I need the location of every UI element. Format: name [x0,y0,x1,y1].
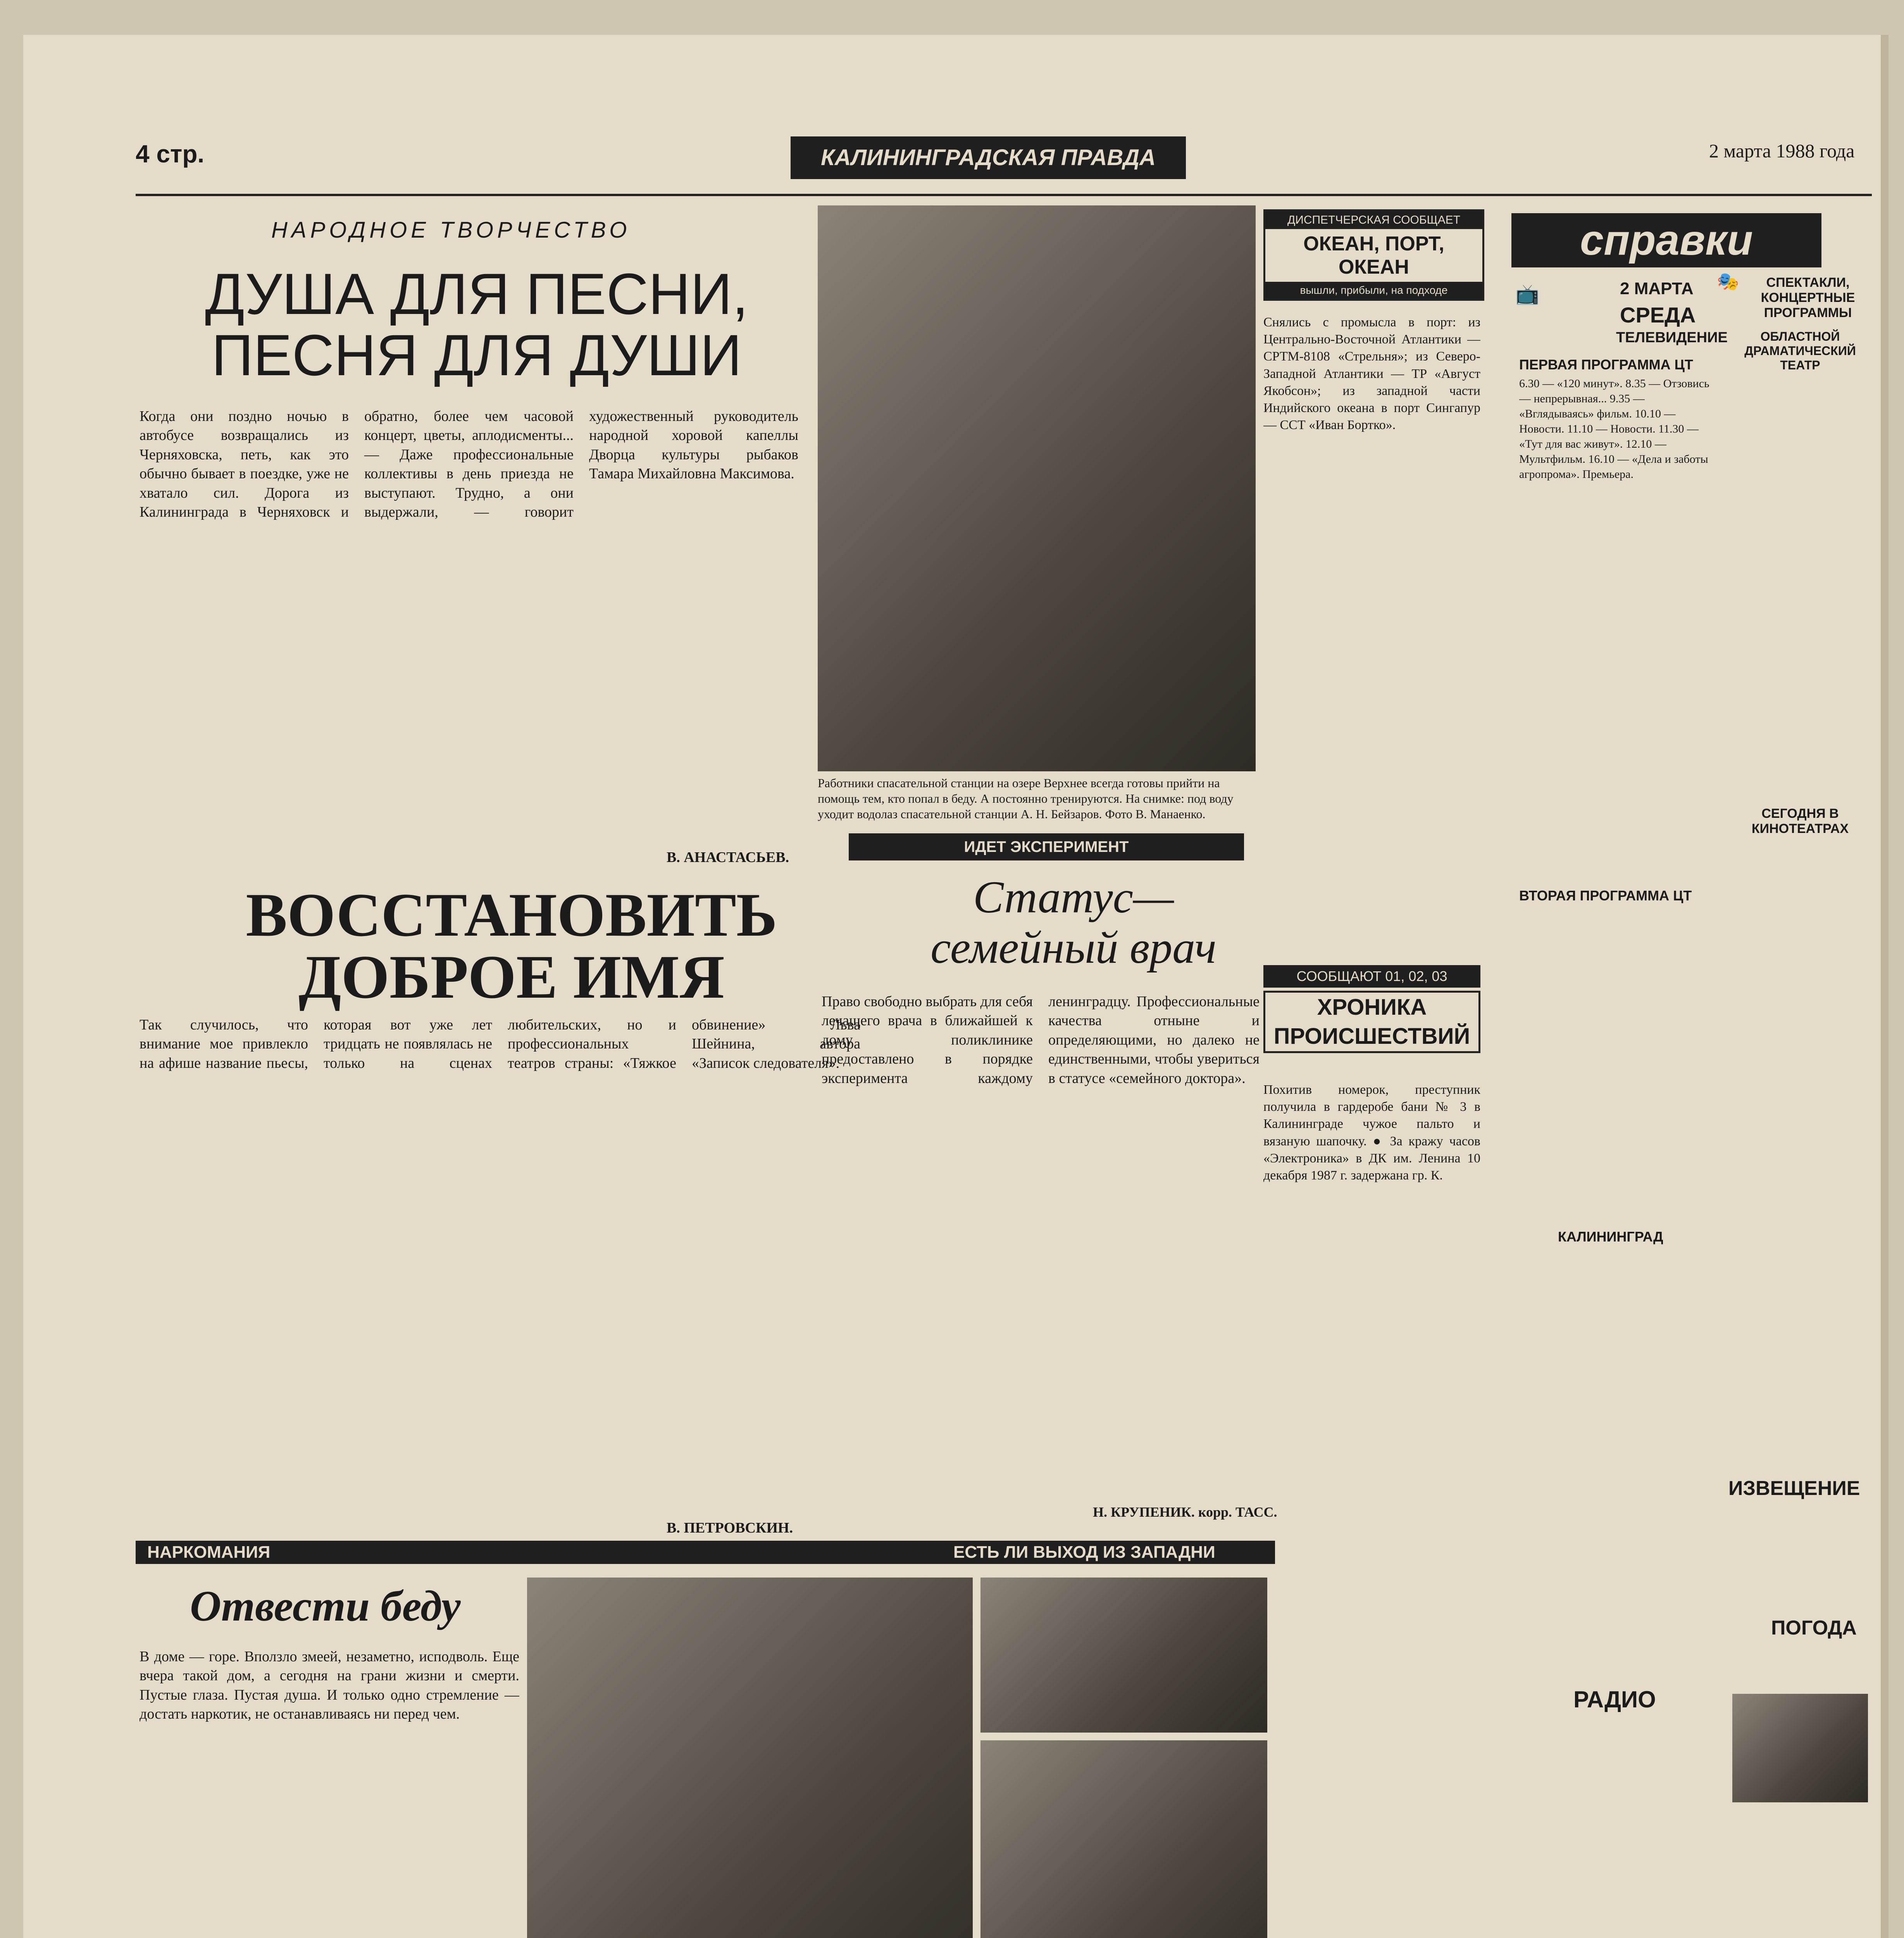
restore-author: В. ПЕТРОВСКИН. [667,1520,793,1536]
narco-body: В доме — горе. Вползло змеей, незаметно, исподволь. Еще вчера такой дом, а сегодня на грани жизни и смерти. Пустые глаза. Пустая душа. И только одно стремление — достать наркотик, не останавливаясь ни перед чем. [140,1648,519,1722]
doctors-photo [980,1578,1267,1733]
narco-rubric-2: ЕСТЬ ЛИ ВЫХОД ИЗ ЗАПАДНИ [953,1543,1215,1562]
tv-kaliningrad: КАЛИНИНГРАД [1558,1229,1663,1245]
newspaper-page [23,35,1888,1938]
experiment-rubric: ИДЕТ ЭКСПЕРИМЕНТ [849,833,1244,860]
port-title: ОКЕАН, ПОРТ, ОКЕАН [1303,233,1444,278]
notice-title: ИЗВЕЩЕНИЕ [1728,1477,1860,1500]
weather-title: ПОГОДА [1771,1617,1857,1639]
theatre-masks-icon: 🎭 [1717,272,1739,291]
workshop-photo [980,1740,1267,1938]
port-header [1263,209,1484,301]
port-body: Снялись с промысла в порт: из Центрально-Восточной Атлантики — СРТМ-8108 «Стрельня»; из Северо-Западной Атлантики — ТР «Август Якобсон»; из западной части Индийского океана в порт Сингапур — ССТ «Иван Бортко». [1263,315,1480,433]
masthead: КАЛИНИНГРАДСКАЯ ПРАВДА [791,136,1186,179]
port-kicker: ДИСПЕТЧЕРСКАЯ СООБЩАЕТ [1265,211,1482,229]
experiment-title: Статус— семейный врач [930,872,1216,973]
weather-photo [1732,1694,1868,1802]
chronicle-header [1263,965,1480,1053]
chronicle-body: Похитив номерок, преступник получила в гардеробе бани № 3 в Калининграде чужое пальто и вязаную шапочку. ● За кражу часов «Электроника» в ДК им. Ленина 10 декабря 1987 г. задержана гр. К. [1263,1083,1480,1183]
tv-label: ТЕЛЕВИДЕНИЕ [1616,329,1728,346]
folk-title: ДУША ДЛЯ ПЕСНИ, ПЕСНЯ ДЛЯ ДУШИ [205,261,748,388]
tv-program1: ПЕРВАЯ ПРОГРАММА ЦТ [1519,357,1693,372]
tv-listing: 6.30 — «120 минут». 8.35 — Отзовись — непрерывная... 9.35 — «Вглядываясь» фильм. 10.10 — Новости. 11.10 — Новости. 11.30 — «Тут для вас живут». 12.10 — Мультфильм. 16.10 — «Дела и заботы агропрома». Премьера. [1519,377,1709,481]
folk-rubric: НАРОДНОЕ ТВОРЧЕСТВО [271,217,631,243]
hospital-photo [527,1578,973,1938]
issue-date: 2 марта 1988 года [1709,140,1855,162]
spravki-title: справки [1511,213,1821,267]
theatre-title: СПЕКТАКЛИ, КОНЦЕРТНЫЕ ПРОГРАММЫ [1761,275,1855,320]
tv-program2: ВТОРАЯ ПРОГРАММА ЦТ [1519,888,1692,903]
page-number: 4 стр. [136,140,205,168]
restore-title: ВОССТАНОВИТЬ ДОБРОЕ ИМЯ [246,880,777,1011]
tv-date: 2 МАРТА [1620,279,1694,298]
port-sub: вышли, прибыли, на подходе [1265,282,1482,299]
diver-photo-caption: Работники спасательной станции на озере Верхнее всегда готовы прийти на помощь тем, кто попал в беду. А постоянно тренируются. На снимке: под воду уходит водолаз спасательной станции А. Н. Бейзаров. Фото В. Манаенко. [818,776,1234,821]
header-rule [136,194,1872,196]
folk-body: Когда они поздно ночью в автобусе возвращались из Черняховска, петь, как это обычно бывает в поездке, уже не хватало сил. Дорога из Калининграда в Черняховск и обратно, более чем часовой концерт, цветы, аплодисменты... — Даже профессиональные коллективы в день приезда не выступают. Трудно, а они выдержали, — говорит художественный руководитель народной хоровой капеллы Дворца культуры рыбаков Тамара Михайловна Максимова. [140,408,798,520]
narco-rubric: НАРКОМАНИЯ [147,1543,271,1562]
restore-body: Так случилось, что внимание мое привлекло на афише название пьесы, которая вот уже лет тридцать не появлялась не только на сценах любительских, но и профессиональных театров страны: «Тяжкое обвинение» Льва Шейнина, автора «Записок следователя». [140,1017,860,1071]
narco-title: Отвести беду [190,1582,461,1630]
theatre-name: ОБЛАСТНОЙ ДРАМАТИЧЕСКИЙ ТЕАТР [1744,329,1856,372]
chronicle-kicker: СООБЩАЮТ 01, 02, 03 [1263,965,1480,988]
tv-icon: 📺 [1515,283,1540,305]
experiment-body: Право свободно выбрать для себя лечащего врача в ближайшей к дому поликлинике предоставлено в порядке эксперимента каждому ленинградцу. Профессиональные качества отныне и определяющими, но далеко не единственными, чтобы увериться в статусе «семейного доктора». [822,993,1260,1086]
tv-day: СРЕДА [1620,303,1696,327]
experiment-author: Н. КРУПЕНИК. корр. ТАСС. [1093,1504,1277,1520]
chronicle-title: ХРОНИКА ПРОИСШЕСТВИЙ [1263,991,1480,1053]
radio-title: РАДИО [1573,1686,1656,1712]
cinema-title: СЕГОДНЯ В КИНОТЕАТРАХ [1751,806,1849,836]
diver-photo [818,205,1256,821]
folk-author: В. АНАСТАСЬЕВ. [667,849,789,866]
